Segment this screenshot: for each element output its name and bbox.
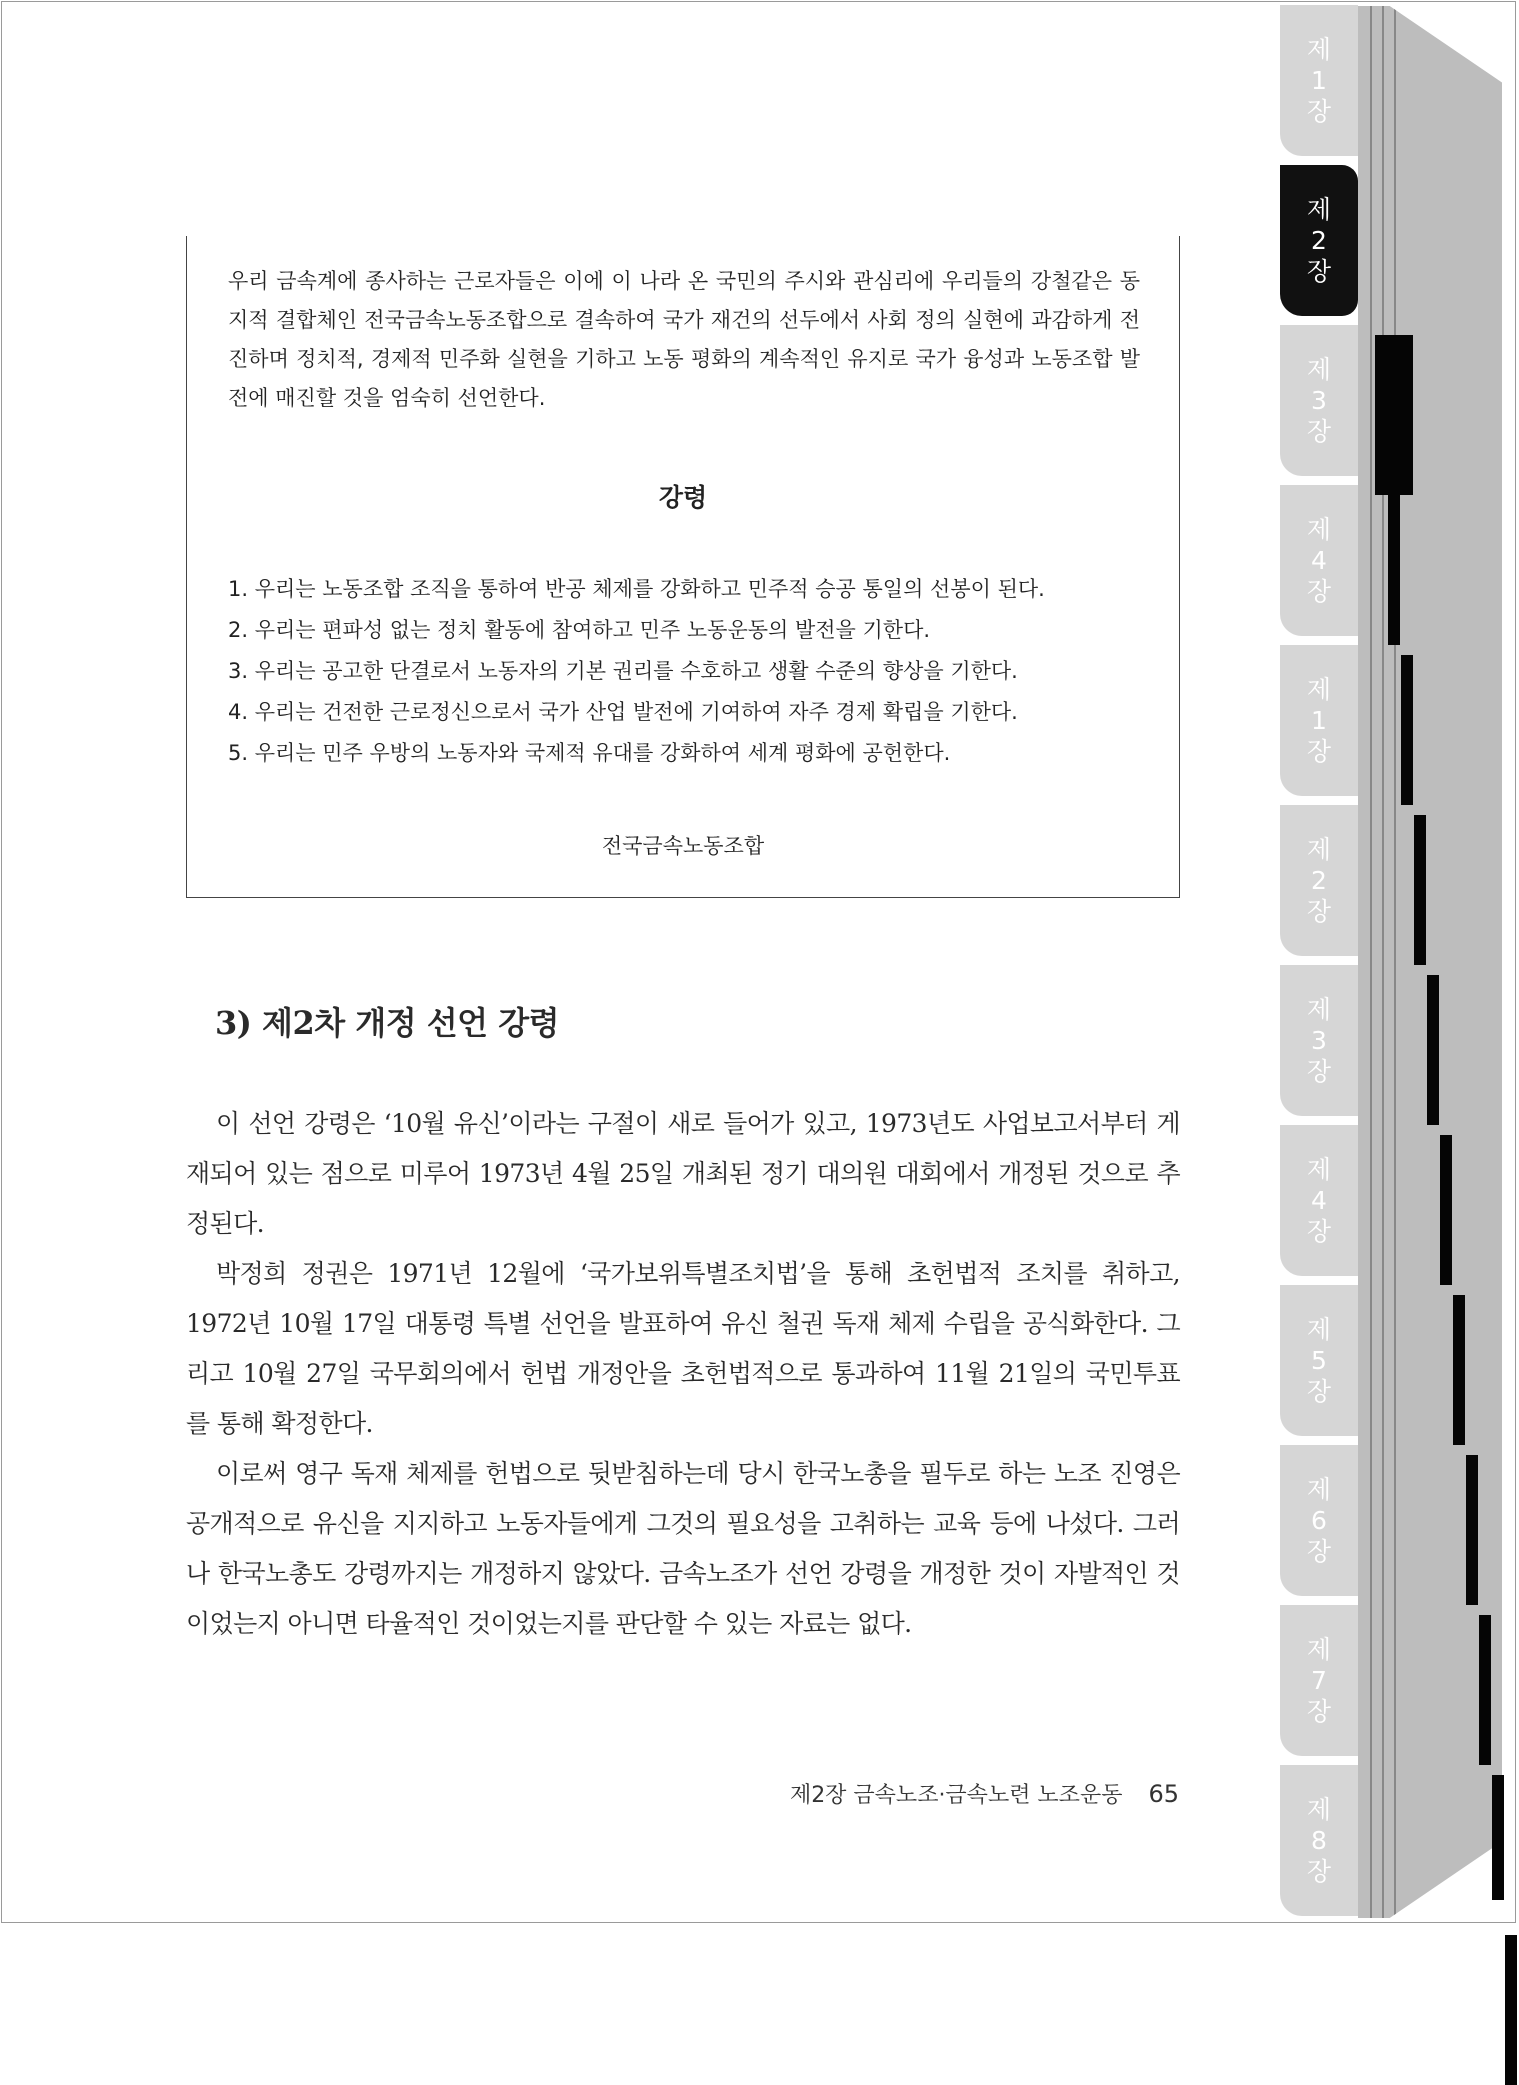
- running-title: 제2장 금속노조·금속노련 노조운동: [789, 1783, 1123, 1808]
- platform-item: 2. 우리는 편파성 없는 정치 활동에 참여하고 민주 노동운동의 발전을 기한다.: [228, 618, 931, 642]
- chapter-tab-char: 장: [1306, 1057, 1332, 1086]
- section-body: [186, 1099, 1180, 1649]
- chapter-tab[interactable]: [1280, 1445, 1358, 1596]
- chapter-tab[interactable]: [1280, 965, 1358, 1116]
- chapter-tab-char: 제: [1306, 195, 1332, 224]
- edge-marker: [1388, 495, 1400, 645]
- chapter-tab-char: 7: [1311, 1666, 1327, 1695]
- chapter-tab[interactable]: [1280, 1285, 1358, 1436]
- chapter-tab-char: 2: [1311, 866, 1327, 895]
- edge-marker: [1427, 975, 1439, 1125]
- body-paragraph: 이로써 영구 독재 체제를 헌법으로 뒷받침하는데 당시 한국노총을 필두로 하는 노조 진영은 공개적으로 유신을 지지하고 노동자들에게 그것의 필요성을 고취하는 교육 등에 나섰다. 그러나 한국노총도 강령까지는 개정하지 않았다. 금속노조가 선언 강령을 개정한 것이 자발적인 것이었는지 아니면 타율적인 것이었는지를 판단할 수 있는 자료는 없다.: [186, 1459, 1180, 1638]
- chapter-tab[interactable]: [1280, 805, 1358, 956]
- platform-item: 4. 우리는 건전한 근로정신으로서 국가 산업 발전에 기여하여 자주 경제 확립을 기한다.: [228, 700, 1018, 724]
- chapter-tab-char: 장: [1306, 577, 1332, 606]
- chapter-tab-char: 제: [1306, 1155, 1332, 1184]
- chapter-tab[interactable]: [1280, 1605, 1358, 1756]
- chapter-tab-char: 제: [1306, 1635, 1332, 1664]
- chapter-tab-char: 장: [1306, 97, 1332, 126]
- chapter-tab-char: 장: [1306, 1697, 1332, 1726]
- chapter-tab-char: 제: [1306, 675, 1332, 704]
- chapter-tab-char: 제: [1306, 995, 1332, 1024]
- chapter-tab-char: 장: [1306, 257, 1332, 286]
- body-paragraph: 이 선언 강령은 ‘10월 유신’이라는 구절이 새로 들어가 있고, 1973년도 사업보고서부터 게재되어 있는 점으로 미루어 1973년 4월 25일 개최된 정기 대의원 대회에서 개정된 것으로 추정된다.: [186, 1109, 1180, 1238]
- chapter-tab-char: 3: [1311, 386, 1327, 415]
- chapter-tab-char: 3: [1311, 1026, 1327, 1055]
- chapter-tab-char: 제: [1306, 1475, 1332, 1504]
- chapter-tab[interactable]: [1280, 5, 1358, 156]
- edge-marker: [1401, 655, 1413, 805]
- chapter-tab-char: 제: [1306, 1315, 1332, 1344]
- declaration-heading: 강령: [658, 483, 708, 512]
- chapter-tab-char: 6: [1311, 1506, 1327, 1535]
- platform-list: [228, 569, 1045, 774]
- chapter-tab-char: 장: [1306, 1857, 1332, 1886]
- platform-item: 1. 우리는 노동조합 조직을 통하여 반공 체제를 강화하고 민주적 승공 통일의 선봉이 된다.: [228, 577, 1045, 601]
- chapter-tab[interactable]: [1280, 485, 1358, 636]
- edge-marker: [1479, 1615, 1491, 1765]
- chapter-tab-char: 4: [1311, 546, 1327, 575]
- chapter-tab-char: 장: [1306, 737, 1332, 766]
- platform-item: 5. 우리는 민주 우방의 노동자와 국제적 유대를 강화하여 세계 평화에 공헌한다.: [228, 741, 951, 765]
- chapter-tab-char: 1: [1311, 706, 1327, 735]
- chapter-tab-char: 8: [1311, 1826, 1327, 1855]
- chapter-tab-char: 제: [1306, 355, 1332, 384]
- edge-strip: [1382, 6, 1384, 1918]
- chapter-tab[interactable]: [1280, 1125, 1358, 1276]
- section-title: 3) 제2차 개정 선언 강령: [215, 1004, 560, 1042]
- body-paragraph: 박정희 정권은 1971년 12월에 ‘국가보위특별조치법’을 통해 초헌법적 조치를 취하고, 1972년 10월 17일 대통령 특별 선언을 발표하여 유신 철권 독재 체제 수립을 공식화한다. 그리고 10월 27일 국무회의에서 헌법 개정안을 초헌법적으로 통과하여 11월 21일의 국민투표를 통해 확정한다.: [186, 1259, 1180, 1438]
- page-footer: [790, 1778, 1179, 1809]
- chapter-tab-char: 장: [1306, 1217, 1332, 1246]
- edge-strip: [1370, 6, 1372, 1918]
- chapter-tab-char: 장: [1306, 1537, 1332, 1566]
- edge-marker: [1466, 1455, 1478, 1605]
- chapter-tab[interactable]: [1280, 325, 1358, 476]
- chapter-tab-char: 장: [1306, 417, 1332, 446]
- chapter-tab-char: 2: [1311, 226, 1327, 255]
- chapter-tab-char: 4: [1311, 1186, 1327, 1215]
- chapter-tab-char: 제: [1306, 515, 1332, 544]
- edge-marker: [1414, 815, 1426, 965]
- chapter-tab-char: 5: [1311, 1346, 1327, 1375]
- edge-marker: [1492, 1775, 1504, 1900]
- edge-marker: [1440, 1135, 1452, 1285]
- declaration-signature: 전국금속노동조합: [601, 834, 765, 858]
- chapter-tab[interactable]: [1280, 645, 1358, 796]
- edge-marker: [1375, 335, 1413, 495]
- platform-item: 3. 우리는 공고한 단결로서 노동자의 기본 권리를 수호하고 생활 수준의 향상을 기한다.: [228, 659, 1018, 683]
- chapter-tab[interactable]: [1280, 1765, 1358, 1916]
- chapter-tab-char: 제: [1306, 835, 1332, 864]
- chapter-tab-char: 장: [1306, 1377, 1332, 1406]
- chapter-tab-char: 1: [1311, 66, 1327, 95]
- chapter-tab-char: 제: [1306, 35, 1332, 64]
- declaration-paragraph: 우리 금속계에 종사하는 근로자들은 이에 이 나라 온 국민의 주시와 관심리에 우리들의 강철같은 동지적 결합체인 전국금속노동조합으로 결속하여 국가 재건의 선두에서 사회 정의 실현에 과감하게 전진하며 정치적, 경제적 민주화 실현을 기하고 노동 평화의 계속적인 유지로 국가 융성과 노동조합 발전에 매진할 것을 엄숙히 선언한다.: [228, 269, 1140, 410]
- edge-marker: [1505, 1935, 1517, 2085]
- edge-marker: [1453, 1295, 1465, 1445]
- chapter-tab-char: 장: [1306, 897, 1332, 926]
- chapter-tab-char: 제: [1306, 1795, 1332, 1824]
- edge-strip: [1394, 6, 1396, 1918]
- page-number: 65: [1148, 1780, 1179, 1808]
- chapter-tab[interactable]: [1280, 165, 1358, 316]
